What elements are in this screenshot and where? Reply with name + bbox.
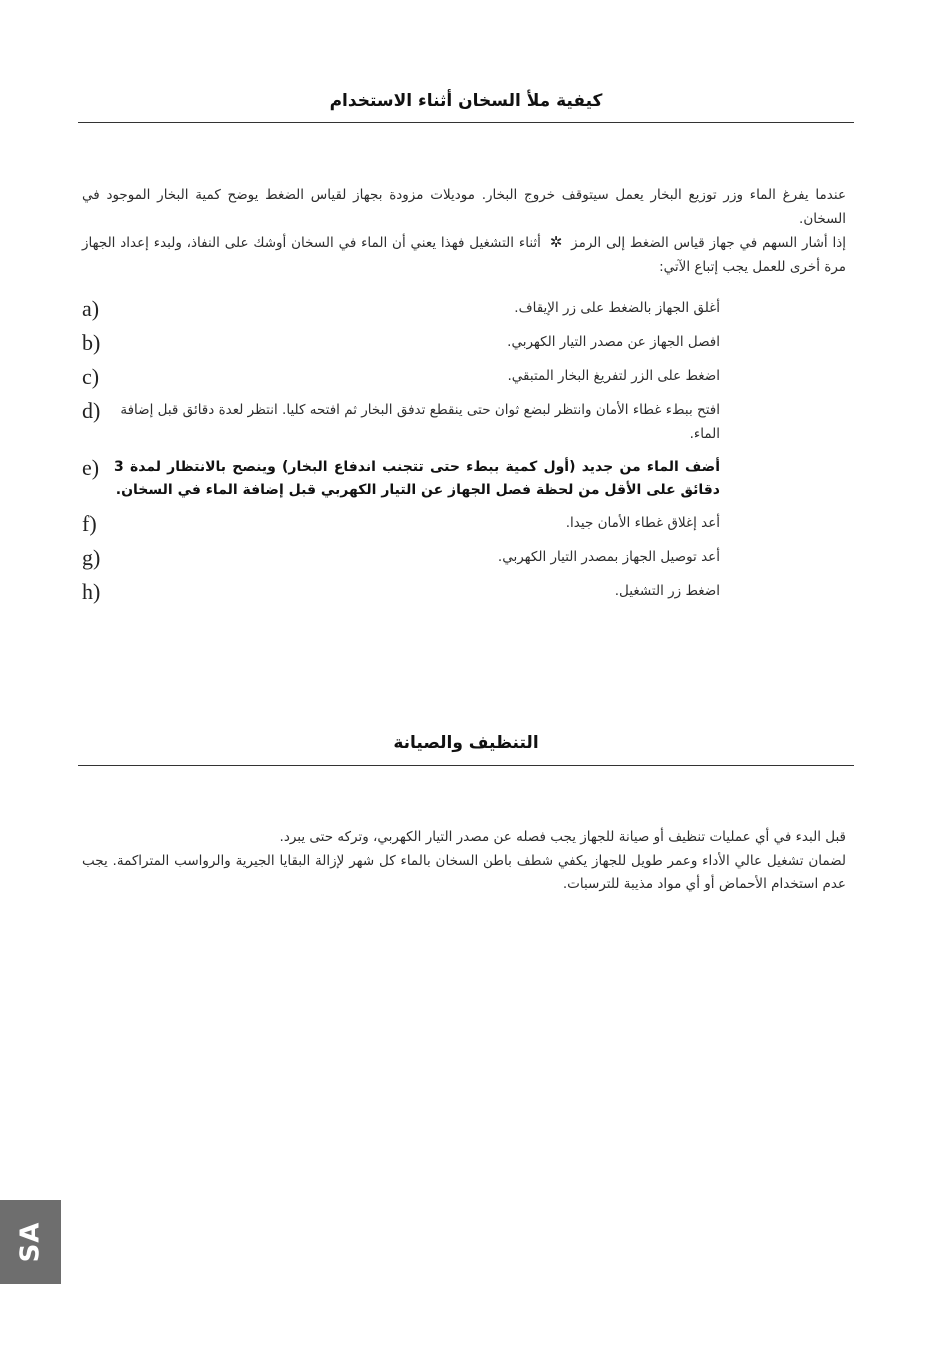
list-item <box>82 580 726 604</box>
intro-text-2: إذا أشار السهم في جهاز قياس الضغط إلى الرمز <box>571 235 847 251</box>
step-letter: h) <box>82 579 101 604</box>
section-title-cleaning: التنظيف والصيانة <box>393 733 539 753</box>
language-tab-label: SA <box>15 1221 46 1263</box>
language-tab <box>0 1200 61 1284</box>
intro-paragraph <box>82 184 846 279</box>
step-letter: c) <box>82 364 100 389</box>
step-text: افصل الجهاز عن مصدر التيار الكهربي. <box>507 334 720 350</box>
step-letter: e) <box>82 455 100 480</box>
step-text: أعد توصيل الجهاز بمصدر التيار الكهربي. <box>497 549 720 565</box>
list-item <box>82 297 726 321</box>
step-letter: a) <box>82 296 100 321</box>
step-letter: g) <box>82 545 101 570</box>
step-text: افتح ببطء غطاء الأمان وانتظر لبضع ثوان حتى ينقطع تدفق البخار ثم افتحه كليا. انتظر لعدة دقائق قبل إضافة الماء. <box>120 402 720 442</box>
intro-text-1: عندما يفرغ الماء وزر توزيع البخار يعمل سيتوقف خروج البخار. موديلات مزودة بجهاز لقياس الضغط يوضح كمية البخار الموجود في السخان. <box>82 187 846 227</box>
step-text: أعد إغلاق غطاء الأمان جيدا. <box>565 515 720 531</box>
step-text: اضغط على الزر لتفريغ البخار المتبقي. <box>507 368 720 384</box>
cleaning-text-2: لضمان تشغيل عالي الأداء وعمر طويل للجهاز يكفي شطف باطن السخان بالماء كل شهر لإزالة البقايا الجيرية والرواسب المتراكمة. يجب عدم استخدام الأحماض أو أي مواد مذيبة للترسبات. <box>82 852 846 892</box>
list-item <box>82 365 726 389</box>
title-divider <box>78 122 854 123</box>
title-divider <box>78 765 854 766</box>
step-letter: f) <box>82 511 97 536</box>
step-letter: b) <box>82 330 101 355</box>
cleaning-paragraph <box>82 826 846 897</box>
list-item <box>82 331 726 355</box>
step-text: اضغط زر التشغيل. <box>614 583 720 599</box>
steps-list <box>82 297 726 614</box>
step-letter: d) <box>82 398 101 423</box>
list-item <box>82 399 726 446</box>
list-item <box>82 456 726 502</box>
list-item <box>82 512 726 536</box>
steam-symbol-icon: ✲ <box>549 233 563 251</box>
intro-text-3: أثناء التشغيل فهذا يعني أن الماء في السخان أوشك على النفاذ، ولبدء إعداد الجهاز مرة أخرى للعمل يجب إتباع الآتي: <box>82 235 846 275</box>
step-text: أغلق الجهاز بالضغط على زر الإيقاف. <box>514 300 720 316</box>
step-text: أضف الماء من جديد (أول كمية ببطء حتى تتجنب اندفاع البخار) وينصح بالانتظار لمدة 3 دقائق على الأقل من لحظة فصل الجهاز عن التيار الكهربي قبل إضافة الماء في السخان. <box>114 459 720 498</box>
section-title-filling: كيفية ملأ السخان أثناء الاستخدام <box>329 91 603 111</box>
cleaning-text-1: قبل البدء في أي عمليات تنظيف أو صيانة للجهاز يجب فصله عن مصدر التيار الكهربي، وتركه حتى يبرد. <box>279 829 846 845</box>
list-item <box>82 546 726 570</box>
